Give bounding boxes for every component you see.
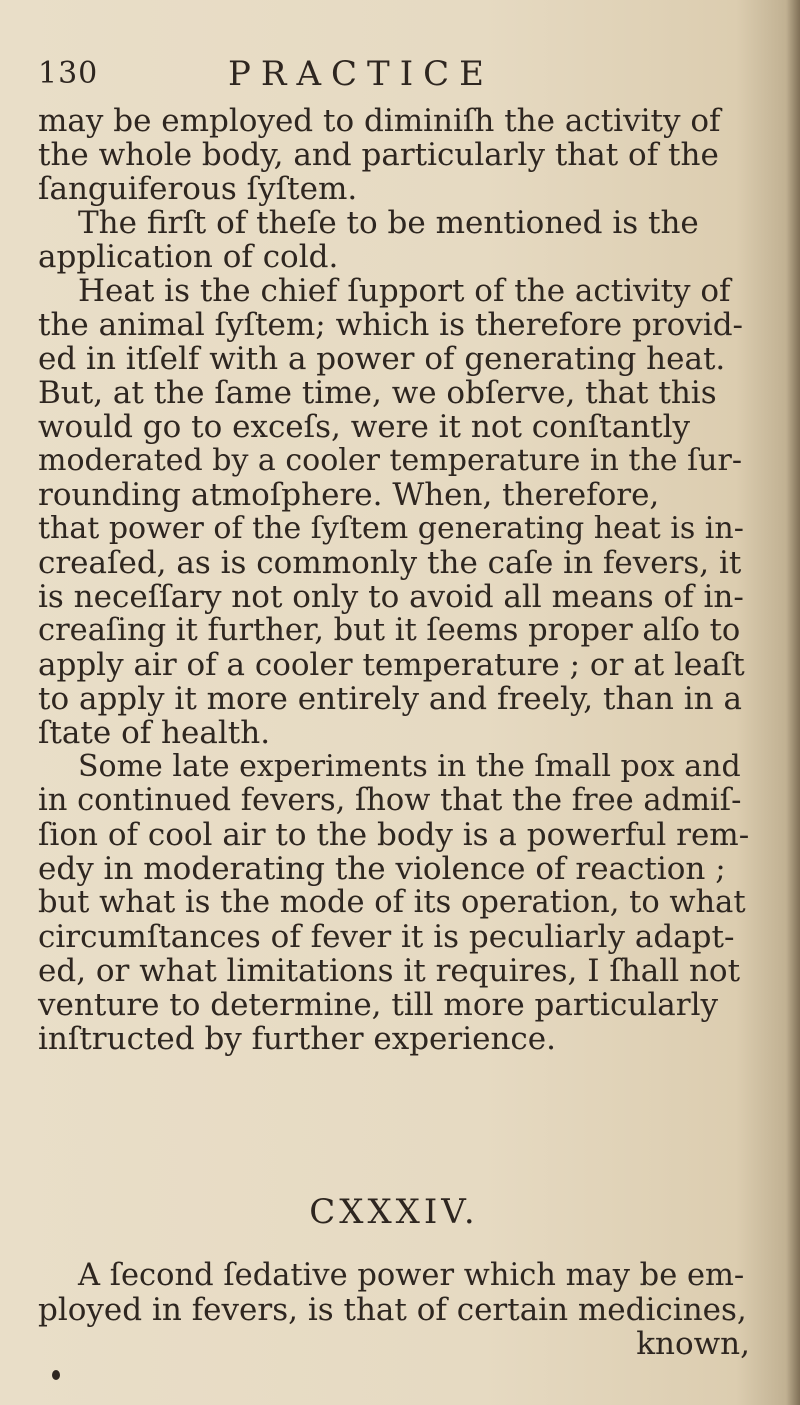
text-line: in continued fevers, ſhow that the free admiſ- — [38, 783, 742, 818]
text-line: moderated by a cooler temperature in the ſur- — [38, 443, 742, 478]
catchword: known, — [636, 1326, 750, 1362]
text-line: ſanguiferous ſyſtem. — [38, 171, 358, 207]
body-text — [38, 104, 750, 1056]
text-line: the whole body, and particularly that of the — [38, 137, 719, 173]
text-line: is neceſſary not only to avoid all means of in- — [38, 579, 744, 615]
page-number: 130 — [38, 56, 99, 91]
text-line: may be employed to diminiſh the activity of — [38, 103, 721, 139]
text-line: inſtructed by further experience. — [38, 1021, 556, 1057]
text-line: creaſed, as is commonly the caſe in fevers, it — [38, 545, 742, 581]
page-edge-shadow — [786, 0, 800, 1405]
text-line: ed, or what limitations it requires, I ſhall not — [38, 953, 741, 989]
text-line: circumſtances of fever it is peculiarly adapt- — [38, 919, 735, 955]
section-heading: CXXXIV. — [309, 1192, 479, 1232]
text-line: A ſecond ſedative power which may be em- — [78, 1258, 745, 1293]
text-line: apply air of a cooler temperature ; or at leaſt — [38, 647, 745, 683]
running-head: PRACTICE — [228, 54, 494, 94]
text-line: ſtate of health. — [38, 715, 271, 751]
text-line: Heat is the chief ſupport of the activity of — [78, 273, 731, 309]
text-line: But, at the ſame time, we obſerve, that this — [38, 375, 717, 411]
text-line: but what is the mode of its operation, to what — [38, 885, 746, 920]
section-text — [38, 1259, 750, 1361]
text-line: ployed in fevers, is that of certain medicines, — [38, 1292, 747, 1328]
text-line: would go to exceſs, were it not conſtantly — [38, 409, 691, 445]
text-line: creaſing it further, but it ſeems proper alſo to — [38, 613, 741, 648]
text-line: to apply it more entirely and freely, than in a — [38, 681, 742, 717]
page-header — [38, 50, 760, 100]
text-line: The firſt of theſe to be mentioned is the — [78, 205, 699, 241]
text-line: ed in itſelf with a power of generating heat. — [38, 341, 726, 377]
text-line: that power of the ſyſtem generating heat is in- — [38, 511, 744, 546]
text-line: application of cold. — [38, 239, 339, 275]
text-line: edy in moderating the violence of reaction ; — [38, 851, 726, 887]
text-line: Some late experiments in the ſmall pox and — [78, 749, 741, 784]
ink-spot — [52, 1370, 60, 1380]
text-line: the animal ſyſtem; which is therefore provid- — [38, 307, 744, 343]
text-line: venture to determine, till more particularly — [38, 987, 719, 1023]
text-line: rounding atmoſphere. When, therefore, — [38, 477, 660, 513]
text-line: ſion of cool air to the body is a powerful rem- — [38, 817, 750, 853]
